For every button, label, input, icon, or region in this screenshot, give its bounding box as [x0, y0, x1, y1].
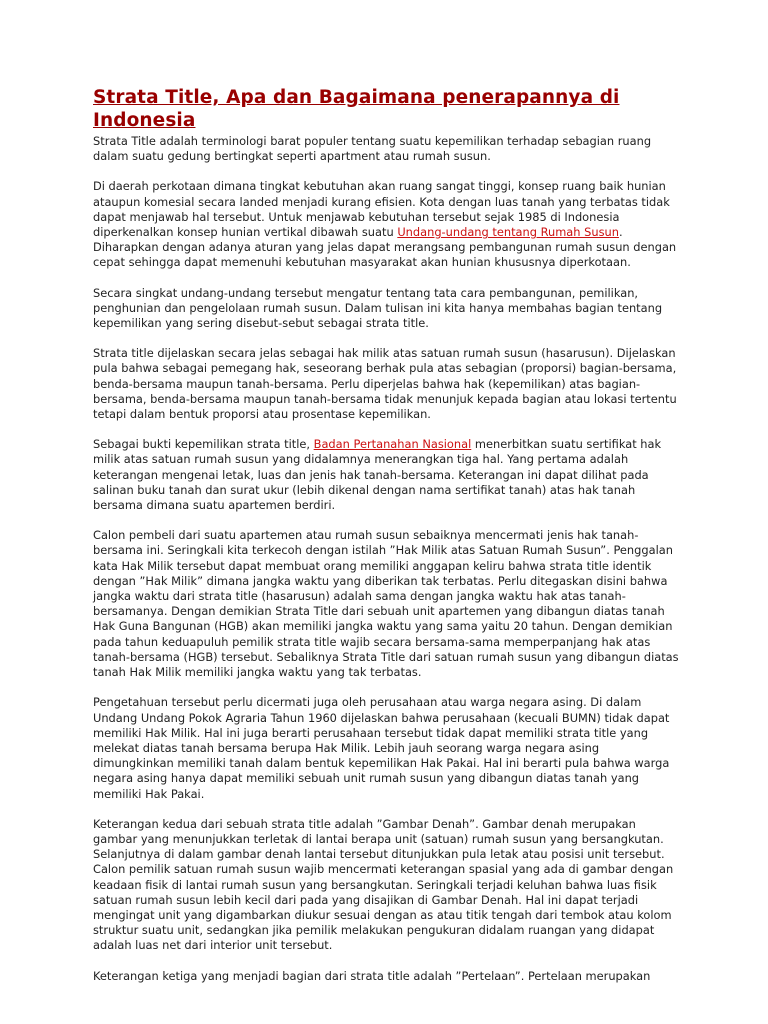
paragraph-text: Pengetahuan tersebut perlu dicermati juga oleh perusahaan atau warga negara asing. Di dalam Undang Undang Pokok Agraria Tahun 1960 dijelaskan bahwa perusahaan (kecuali BUMN) tidak dapat memiliki Hak Milik. Hal ini juga berarti perusahaan tersebut tidak dapat memiliki strata title yang melekat diatas tanah bersama berupa Hak Milik. Lebih jauh seorang warga negara asing dimungkinkan memiliki tanah dalam bentuk kepemilikan Hak Pakai. Hal ini berarti pula bahwa warga negara asing hanya dapat memiliki sebuah unit rumah susun yang dibangun diatas tanah yang memiliki Hak Pakai. [93, 695, 670, 801]
article-body [93, 134, 683, 984]
inline-link[interactable]: Undang-undang tentang Rumah Susun [397, 225, 619, 240]
paragraph-text: Keterangan ketiga yang menjadi bagian dari strata title adalah ”Pertelaan”. Pertelaan merupakan [93, 968, 651, 983]
article-paragraph [93, 817, 683, 954]
paragraph-text: . Diharapkan dengan adanya aturan yang jelas dapat merangsang pembangunan rumah susun dengan cepat sehingga dapat memenuhi kebutuhan masyarakat akan hunian khususnya diperkotaan. [93, 225, 677, 270]
article-paragraph [93, 969, 683, 984]
article-paragraph [93, 528, 683, 680]
paragraph-text: Strata title dijelaskan secara jelas sebagai hak milik atas satuan rumah susun (hasarusun). Dijelaskan pula bahwa sebagai pemegang hak, seseorang berhak pula atas sebagian (proporsi) bagian-bersama, benda-bersama maupun tanah-bersama. Perlu diperjelas bahwa hak (kepemilikan) atas bagian-bersama, benda-bersama maupun tanah-bersama tidak menunjuk kepada bagian atau lokasi tertentu tetapi dalam bentuk proporsi atau prosentase kepemilikan. [93, 346, 677, 422]
inline-link[interactable]: Badan Pertanahan Nasional [313, 437, 472, 452]
paragraph-text: Calon pembeli dari suatu apartemen atau rumah susun sebaiknya mencermati jenis hak tanah-bersama ini. Seringkali kita terkecoh dengan istilah ”Hak Milik atas Satuan Rumah Susun”. Penggalan kata Hak Milik tersebut dapat membuat orang memiliki anggapan keliru bahwa strata title identik dengan ”Hak Milik” dimana jangka waktu yang diberikan tak terbatas. Perlu ditegaskan disini bahwa jangka waktu dari strata title (hasarusun) adalah sama dengan jangka waktu hak atas tanah-bersamanya. Dengan demikian Strata Title dari sebuah unit apartemen yang dibangun diatas tanah Hak Guna Bangunan (HGB) akan memiliki jangka waktu yang sama yaitu 20 tahun. Dengan demikian pada tahun keduapuluh pemilik strata title wajib secara bersama-sama memperpanjang hak atas tanah-bersama (HGB) tersebut. Sebaliknya Strata Title dari satuan rumah susun yang dibangun diatas tanah Hak Milik memiliki jangka waktu yang tak terbatas. [93, 528, 679, 680]
paragraph-text: menerbitkan suatu sertifikat hak milik atas satuan rumah susun yang didalamnya menerangkan tiga hal. Yang pertama adalah keterangan mengenai letak, luas dan jenis hak tanah-bersama. Keterangan ini dapat dilihat pada salinan buku tanah dan surat ukur (lebih dikenal dengan nama sertifikat tanah) atas hak tanah bersama dimana suatu apartemen berdiri. [93, 437, 662, 513]
paragraph-text: Sebagai bukti kepemilikan strata title, [93, 437, 314, 452]
paragraph-text: Secara singkat undang-undang tersebut mengatur tentang tata cara pembangunan, pemilikan, penghunian dan pengelolaan rumah susun. Dalam tulisan ini kita hanya membahas bagian tentang kepemilikan yang sering disebut-sebut sebagai strata title. [93, 285, 663, 331]
article-paragraph [93, 695, 683, 801]
article-paragraph [93, 346, 683, 422]
paragraph-text: Strata Title adalah terminologi barat populer tentang suatu kepemilikan terhadap sebagian ruang dalam suatu gedung bertingkat seperti apartment atau rumah susun. [93, 134, 652, 164]
article-paragraph [93, 437, 683, 513]
article-paragraph [93, 286, 683, 332]
article [93, 86, 683, 999]
article-paragraph [93, 134, 683, 164]
article-title: Strata Title, Apa dan Bagaimana penerapannya di Indonesia [93, 87, 620, 131]
paragraph-text: Di daerah perkotaan dimana tingkat kebutuhan akan ruang sangat tinggi, konsep ruang baik hunian ataupun komesial secara landed menjadi kurang efisien. Kota dengan luas tanah yang terbatas tidak dapat menjawab hal tersebut. Untuk menjawab kebutuhan tersebut sejak 1985 di Indonesia diperkenalkan konsep hunian vertikal dibawah suatu [93, 179, 670, 240]
article-paragraph [93, 179, 683, 270]
paragraph-text: Keterangan kedua dari sebuah strata title adalah ”Gambar Denah”. Gambar denah merupakan gambar yang menunjukkan terletak di lantai berapa unit (satuan) rumah susun yang bersangkutan. Selanjutnya di dalam gambar denah lantai tersebut ditunjukkan pula letak atau posisi unit tersebut. Calon pemilik satuan rumah susun wajib mencermati keterangan spasial yang ada di gambar dengan keadaan fisik di lantai rumah susun yang bersangkutan. Seringkali terjadi keluhan bahwa luas fisik satuan rumah susun lebih kecil dari pada yang disajikan di Gambar Denah. Hal ini dapat terjadi mengingat unit yang digambarkan diukur sesuai dengan as atau titik tengah dari tembok atau kolom struktur suatu unit, sedangkan jika pemilik melakukan pengukuran didalam ruangan yang didapat adalah luas net dari interior unit tersebut. [93, 816, 674, 953]
